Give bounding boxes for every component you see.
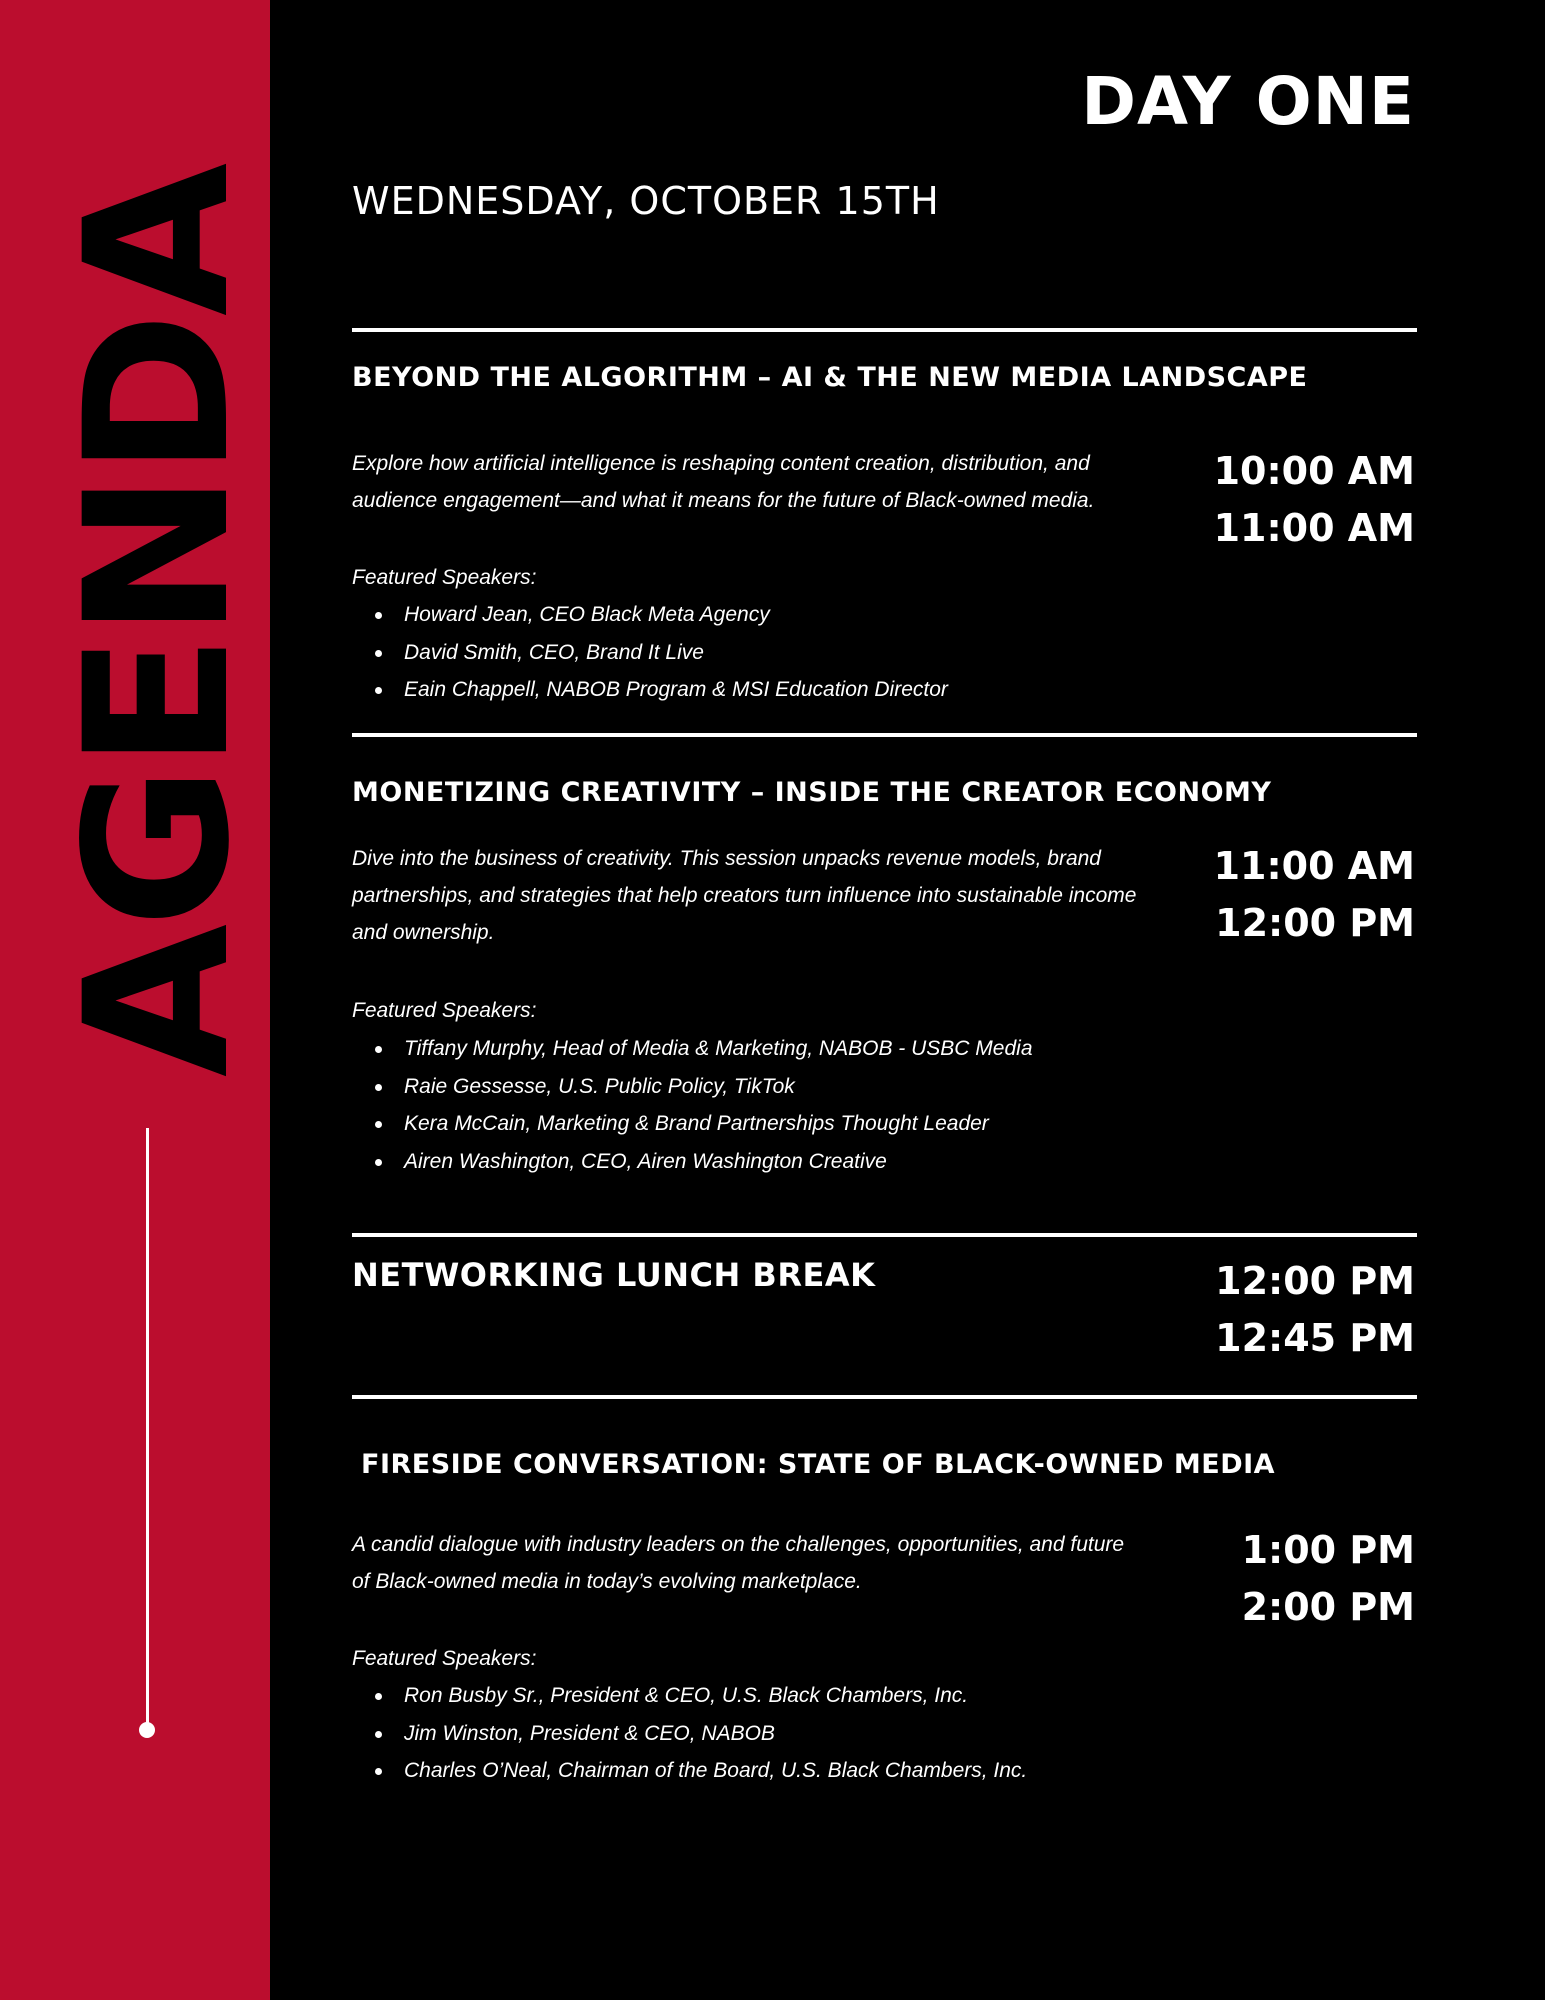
section-divider (352, 733, 1417, 737)
speaker-item: Airen Washington, CEO, Airen Washington Creative (352, 1143, 1033, 1181)
section-divider (352, 1233, 1417, 1237)
speaker-item: Kera McCain, Marketing & Brand Partnerships Thought Leader (352, 1105, 1033, 1143)
session-times (1214, 838, 1415, 952)
session-description: Dive into the business of creativity. This session unpacks revenue models, brand partnerships, and strategies that help creators turn influence into sustainable income and ownership. (352, 847, 1137, 944)
timeline-dot (139, 1722, 155, 1738)
session-end-time: 2:00 PM (1241, 1585, 1415, 1629)
agenda-vertical-title: AGENDA (42, 166, 273, 1078)
session-end-time: 12:45 PM (1215, 1316, 1415, 1360)
speaker-item: Howard Jean, CEO Black Meta Agency (352, 596, 948, 634)
speakers-label: Featured Speakers: (352, 999, 537, 1022)
session-end-time: 11:00 AM (1213, 506, 1415, 550)
sidebar-panel (0, 0, 273, 2000)
speaker-list (352, 1677, 1027, 1790)
event-date: WEDNESDAY, OCTOBER 15TH (352, 179, 940, 223)
session-description: A candid dialogue with industry leaders on the challenges, opportunities, and future of Black-owned media in today’s evolving marketplace. (352, 1533, 1125, 1593)
speaker-item: Charles O’Neal, Chairman of the Board, U.S. Black Chambers, Inc. (352, 1752, 1027, 1790)
session-times (1215, 1253, 1415, 1367)
session-title: MONETIZING CREATIVITY – INSIDE THE CREATOR ECONOMY (352, 777, 1272, 808)
speakers-label: Featured Speakers: (352, 1647, 537, 1670)
speaker-list (352, 1030, 1033, 1181)
section-divider (352, 1395, 1417, 1399)
session-description: Explore how artificial intelligence is reshaping content creation, distribution, and audience engagement—and what it means for the future of Black-owned media. (352, 452, 1095, 512)
speakers-label: Featured Speakers: (352, 566, 537, 589)
speaker-item: Jim Winston, President & CEO, NABOB (352, 1715, 1027, 1753)
session-start-time: 12:00 PM (1215, 1259, 1415, 1303)
session-title: FIRESIDE CONVERSATION: STATE OF BLACK-OWNED MEDIA (361, 1449, 1276, 1480)
speaker-item: Ron Busby Sr., President & CEO, U.S. Black Chambers, Inc. (352, 1677, 1027, 1715)
session-start-time: 10:00 AM (1213, 449, 1415, 493)
timeline-line (146, 1128, 149, 1730)
speaker-list (352, 596, 948, 709)
session-end-time: 12:00 PM (1215, 901, 1415, 945)
session-title: NETWORKING LUNCH BREAK (352, 1256, 876, 1294)
session-times (1242, 1522, 1415, 1636)
session-start-time: 11:00 AM (1213, 844, 1415, 888)
speaker-item: Tiffany Murphy, Head of Media & Marketing, NABOB - USBC Media (352, 1030, 1033, 1068)
section-divider (352, 328, 1417, 332)
session-times (1214, 443, 1415, 557)
day-title: DAY ONE (1081, 63, 1415, 140)
session-title: BEYOND THE ALGORITHM – AI & THE NEW MEDIA LANDSCAPE (352, 362, 1308, 393)
session-start-time: 1:00 PM (1241, 1528, 1415, 1572)
speaker-item: David Smith, CEO, Brand It Live (352, 634, 948, 672)
speaker-item: Eain Chappell, NABOB Program & MSI Education Director (352, 671, 948, 709)
speaker-item: Raie Gessesse, U.S. Public Policy, TikTok (352, 1068, 1033, 1106)
